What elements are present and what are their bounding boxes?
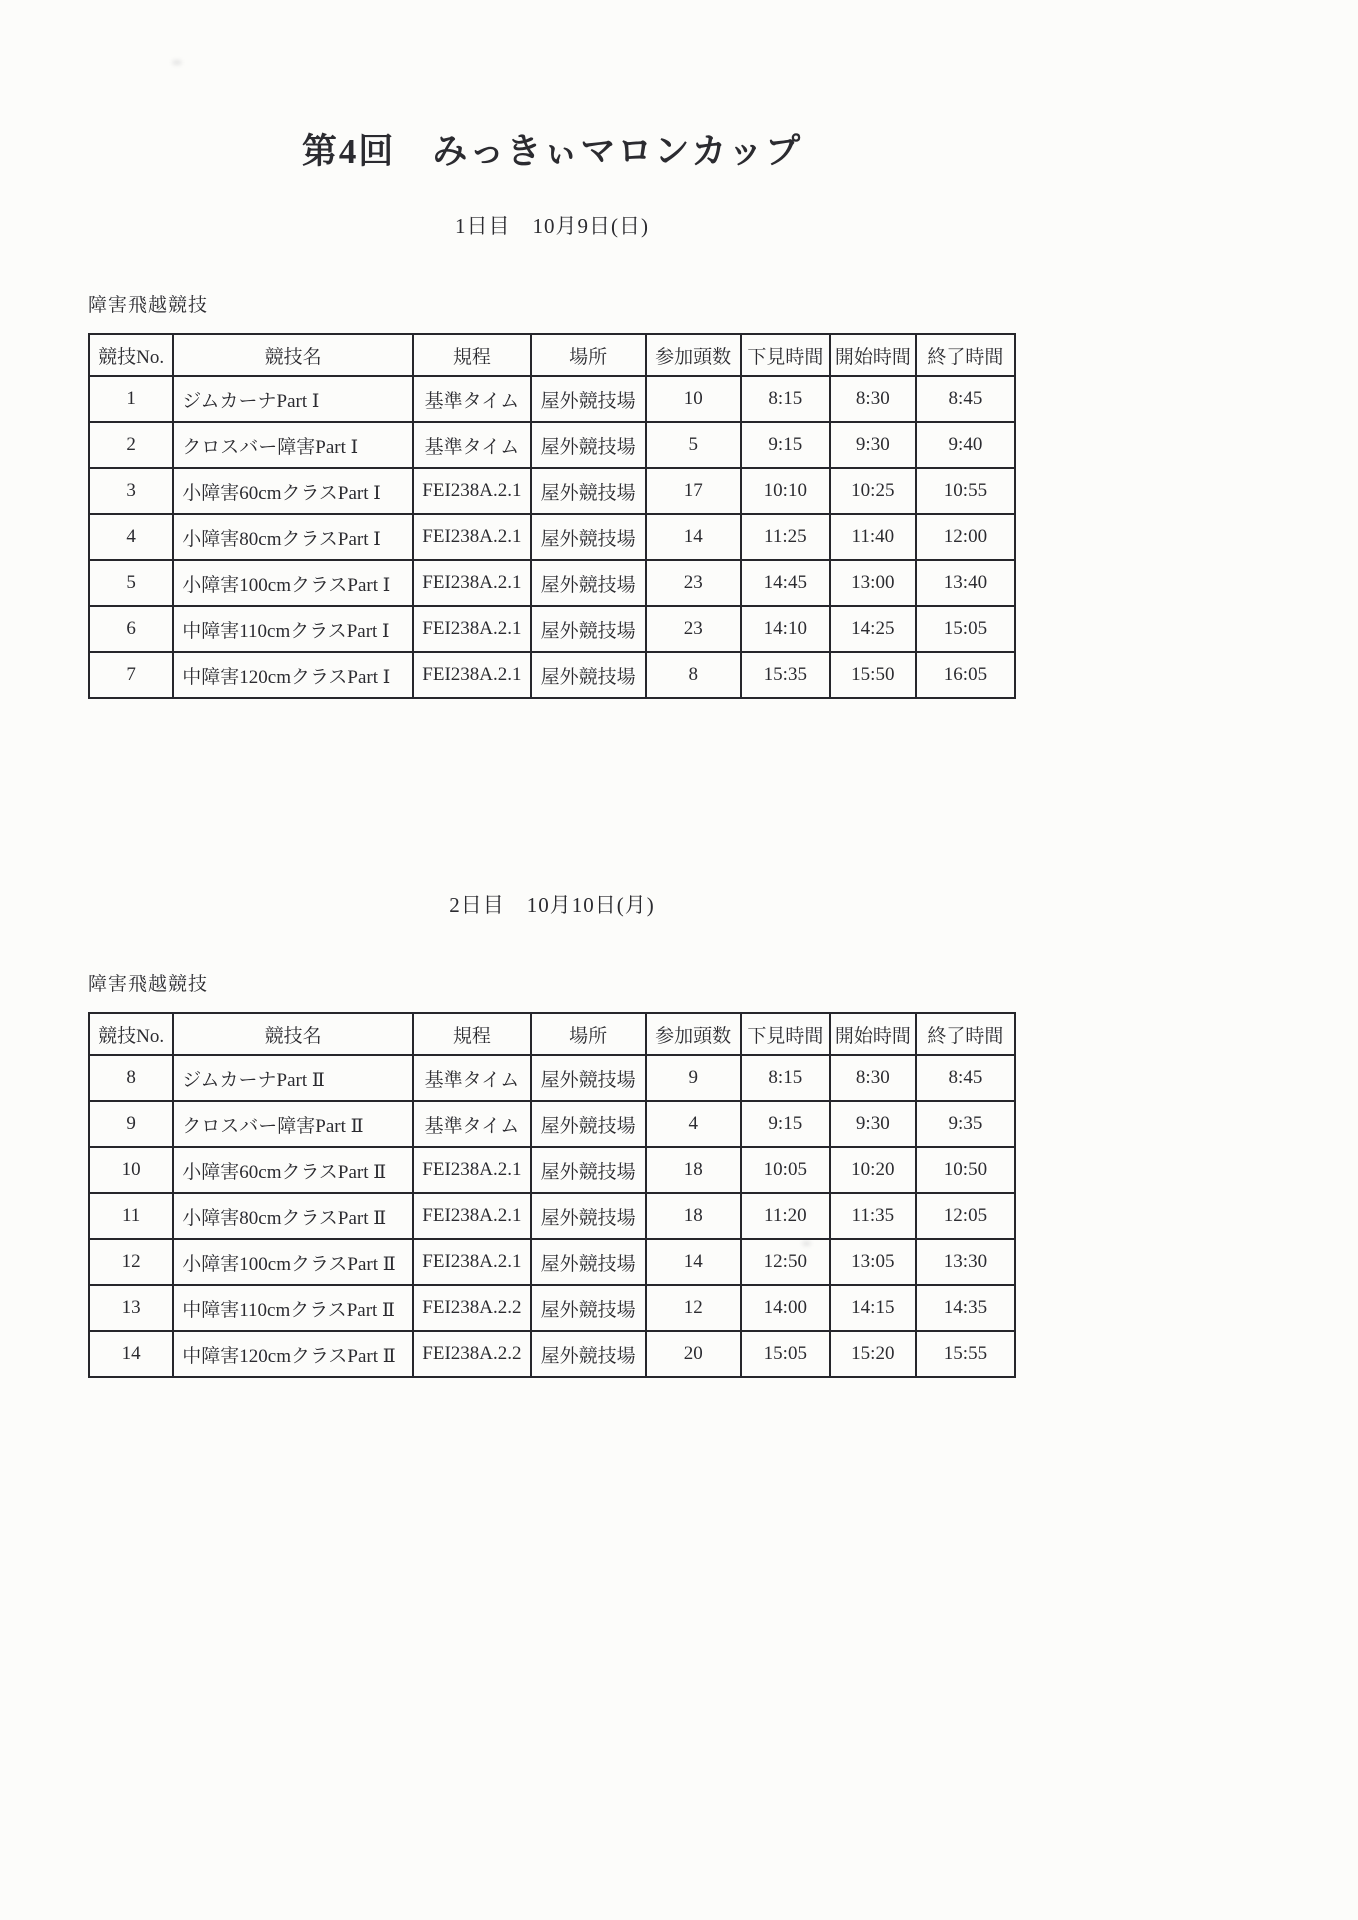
cell-count: 23 [646,606,741,652]
cell-end-time: 14:35 [916,1285,1015,1331]
cell-count: 12 [646,1285,741,1331]
cell-no: 2 [89,422,173,468]
cell-no: 1 [89,376,173,422]
header-start-time: 開始時間 [830,1013,916,1055]
cell-count: 4 [646,1101,741,1147]
cell-end-time: 9:35 [916,1101,1015,1147]
cell-no: 5 [89,560,173,606]
cell-end-time: 8:45 [916,376,1015,422]
cell-no: 10 [89,1147,173,1193]
header-preview-time: 下見時間 [741,1013,830,1055]
cell-no: 14 [89,1331,173,1377]
cell-regulation: FEI238A.2.1 [413,606,531,652]
cell-name: 中障害120cmクラスPart Ⅰ [173,652,413,698]
cell-place: 屋外競技場 [531,652,646,698]
cell-start-time: 11:35 [830,1193,916,1239]
cell-place: 屋外競技場 [531,468,646,514]
cell-place: 屋外競技場 [531,1331,646,1377]
cell-count: 14 [646,1239,741,1285]
cell-no: 12 [89,1239,173,1285]
cell-name: 小障害100cmクラスPart Ⅱ [173,1239,413,1285]
cell-count: 20 [646,1331,741,1377]
header-regulation: 規程 [413,1013,531,1055]
cell-regulation: FEI238A.2.1 [413,1193,531,1239]
table-header-row [89,334,1015,376]
cell-end-time: 10:50 [916,1147,1015,1193]
header-count: 参加頭数 [646,334,741,376]
cell-count: 10 [646,376,741,422]
cell-start-time: 13:00 [830,560,916,606]
table-row [89,1147,1015,1193]
cell-end-time: 15:05 [916,606,1015,652]
cell-name: クロスバー障害Part Ⅰ [173,422,413,468]
cell-start-time: 14:25 [830,606,916,652]
cell-start-time: 9:30 [830,1101,916,1147]
header-place: 場所 [531,334,646,376]
cell-end-time: 13:30 [916,1239,1015,1285]
cell-place: 屋外競技場 [531,422,646,468]
cell-count: 18 [646,1193,741,1239]
cell-end-time: 12:05 [916,1193,1015,1239]
cell-regulation: FEI238A.2.1 [413,560,531,606]
cell-regulation: FEI238A.2.1 [413,1147,531,1193]
cell-no: 7 [89,652,173,698]
page-title: 第4回 みっきぃマロンカップ [301,132,803,171]
table-header-row [89,1013,1015,1055]
cell-count: 14 [646,514,741,560]
cell-preview-time: 10:05 [741,1147,830,1193]
cell-end-time: 12:00 [916,514,1015,560]
cell-place: 屋外競技場 [531,1239,646,1285]
table-row [89,1239,1015,1285]
header-count: 参加頭数 [646,1013,741,1055]
cell-preview-time: 11:25 [741,514,830,560]
cell-no: 3 [89,468,173,514]
cell-start-time: 9:30 [830,422,916,468]
cell-preview-time: 12:50 [741,1239,830,1285]
document-page [88,0,1016,1378]
header-name: 競技名 [173,334,413,376]
cell-count: 17 [646,468,741,514]
cell-count: 8 [646,652,741,698]
table-row [89,606,1015,652]
cell-preview-time: 14:10 [741,606,830,652]
cell-end-time: 16:05 [916,652,1015,698]
cell-place: 屋外競技場 [531,1101,646,1147]
day2-schedule-table [88,1012,1016,1378]
header-end-time: 終了時間 [916,1013,1015,1055]
cell-start-time: 15:20 [830,1331,916,1377]
cell-count: 18 [646,1147,741,1193]
cell-no: 13 [89,1285,173,1331]
cell-place: 屋外競技場 [531,1055,646,1101]
day1-category-label: 障害飛越競技 [88,295,209,316]
cell-place: 屋外競技場 [531,1193,646,1239]
cell-regulation: FEI238A.2.1 [413,468,531,514]
cell-end-time: 10:55 [916,468,1015,514]
cell-end-time: 13:40 [916,560,1015,606]
table-row [89,514,1015,560]
table-row [89,468,1015,514]
cell-name: 小障害60cmクラスPart Ⅰ [173,468,413,514]
cell-preview-time: 8:15 [741,1055,830,1101]
cell-name: 中障害120cmクラスPart Ⅱ [173,1331,413,1377]
cell-end-time: 8:45 [916,1055,1015,1101]
cell-name: 小障害80cmクラスPart Ⅰ [173,514,413,560]
header-end-time: 終了時間 [916,334,1015,376]
cell-start-time: 8:30 [830,1055,916,1101]
cell-regulation: FEI238A.2.1 [413,514,531,560]
table-row [89,376,1015,422]
cell-start-time: 10:25 [830,468,916,514]
cell-name: ジムカーナPart Ⅰ [173,376,413,422]
cell-no: 8 [89,1055,173,1101]
cell-no: 9 [89,1101,173,1147]
cell-name: 小障害80cmクラスPart Ⅱ [173,1193,413,1239]
cell-end-time: 9:40 [916,422,1015,468]
day2-label: 2日目 10月10日(月) [449,893,655,917]
cell-start-time: 8:30 [830,376,916,422]
cell-preview-time: 14:45 [741,560,830,606]
cell-count: 9 [646,1055,741,1101]
table-row [89,422,1015,468]
cell-name: 中障害110cmクラスPart Ⅱ [173,1285,413,1331]
cell-name: クロスバー障害Part Ⅱ [173,1101,413,1147]
cell-name: ジムカーナPart Ⅱ [173,1055,413,1101]
cell-preview-time: 10:10 [741,468,830,514]
cell-place: 屋外競技場 [531,376,646,422]
cell-preview-time: 11:20 [741,1193,830,1239]
header-regulation: 規程 [413,334,531,376]
cell-start-time: 11:40 [830,514,916,560]
table-row [89,1285,1015,1331]
day2-category-label: 障害飛越競技 [88,974,209,995]
day1-schedule-table [88,333,1016,699]
cell-no: 6 [89,606,173,652]
cell-preview-time: 14:00 [741,1285,830,1331]
header-preview-time: 下見時間 [741,334,830,376]
cell-preview-time: 15:05 [741,1331,830,1377]
header-start-time: 開始時間 [830,334,916,376]
cell-start-time: 15:50 [830,652,916,698]
cell-regulation: 基準タイム [413,1101,531,1147]
cell-regulation: FEI238A.2.1 [413,1239,531,1285]
cell-regulation: 基準タイム [413,422,531,468]
cell-regulation: 基準タイム [413,376,531,422]
cell-name: 小障害100cmクラスPart Ⅰ [173,560,413,606]
cell-place: 屋外競技場 [531,606,646,652]
cell-regulation: FEI238A.2.1 [413,652,531,698]
cell-name: 小障害60cmクラスPart Ⅱ [173,1147,413,1193]
cell-place: 屋外競技場 [531,560,646,606]
cell-place: 屋外競技場 [531,1147,646,1193]
cell-place: 屋外競技場 [531,1285,646,1331]
header-no: 競技No. [89,1013,173,1055]
day1-label: 1日目 10月9日(日) [455,214,649,238]
table-row [89,1193,1015,1239]
table-row [89,1101,1015,1147]
cell-start-time: 10:20 [830,1147,916,1193]
header-name: 競技名 [173,1013,413,1055]
cell-preview-time: 9:15 [741,1101,830,1147]
cell-start-time: 13:05 [830,1239,916,1285]
cell-end-time: 15:55 [916,1331,1015,1377]
table-row [89,560,1015,606]
cell-count: 23 [646,560,741,606]
cell-regulation: 基準タイム [413,1055,531,1101]
cell-place: 屋外競技場 [531,514,646,560]
cell-preview-time: 9:15 [741,422,830,468]
cell-preview-time: 8:15 [741,376,830,422]
cell-preview-time: 15:35 [741,652,830,698]
cell-regulation: FEI238A.2.2 [413,1285,531,1331]
cell-no: 4 [89,514,173,560]
header-place: 場所 [531,1013,646,1055]
cell-start-time: 14:15 [830,1285,916,1331]
table-row [89,652,1015,698]
cell-name: 中障害110cmクラスPart Ⅰ [173,606,413,652]
cell-no: 11 [89,1193,173,1239]
cell-regulation: FEI238A.2.2 [413,1331,531,1377]
table-row [89,1055,1015,1101]
cell-count: 5 [646,422,741,468]
header-no: 競技No. [89,334,173,376]
table-row [89,1331,1015,1377]
